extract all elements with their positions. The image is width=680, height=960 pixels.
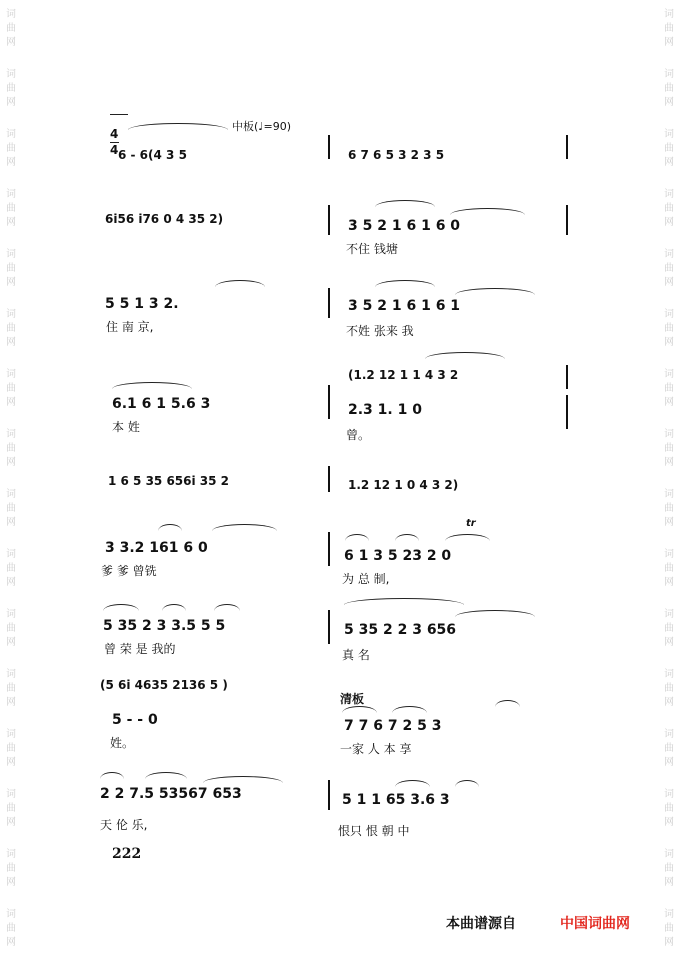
watermark-glyph: 网 [6,637,16,648]
bar-line [328,610,330,644]
watermark-glyph: 网 [664,697,674,708]
watermark-glyph: 词 [664,489,674,500]
row-4-right-lyrics: 曾。 [346,428,371,442]
slur [345,534,369,541]
repeat-mark [110,114,128,115]
slur [212,524,277,531]
watermark-glyph: 曲 [664,23,674,34]
watermark-glyph: 曲 [664,923,674,934]
bar-line [566,135,568,159]
watermark-glyph: 曲 [664,743,674,754]
slur [112,382,192,389]
watermark-glyph: 网 [664,817,674,828]
watermark-glyph: 曲 [6,203,16,214]
watermark-glyph: 词 [664,729,674,740]
watermark-glyph: 网 [664,577,674,588]
watermark-glyph: 网 [6,937,16,948]
watermark-glyph: 词 [6,249,16,260]
row-1-left-notes: 6 - 6(4 3 5 [118,148,187,162]
row-6-right-lyrics: 为 总 制, [342,572,390,586]
row-9-left-notes: 5 - - 0 [112,712,158,728]
watermark-glyph: 网 [6,697,16,708]
slur [445,534,490,541]
row-2-right-notes: 3 5 2 1 6 1 6 0 [348,218,461,234]
watermark-glyph: 网 [6,157,16,168]
watermark-glyph: 网 [664,97,674,108]
row-2-right-lyrics: 不住 钱塘 [346,242,398,256]
slur [375,280,435,287]
watermark-glyph: 曲 [6,623,16,634]
watermark-glyph: 曲 [664,263,674,274]
watermark-glyph: 网 [6,397,16,408]
watermark-glyph: 词 [6,429,16,440]
bar-line [328,135,330,159]
watermark-glyph: 词 [664,429,674,440]
watermark-glyph: 曲 [6,383,16,394]
watermark-glyph: 词 [664,9,674,20]
watermark-glyph: 词 [664,909,674,920]
watermark-glyph: 曲 [6,83,16,94]
slur [455,610,535,617]
watermark-glyph: 词 [6,189,16,200]
slur [450,208,525,215]
slur [100,772,124,779]
watermark-glyph: 网 [6,817,16,828]
watermark-glyph: 词 [6,549,16,560]
watermark-glyph: 网 [6,757,16,768]
watermark-glyph: 曲 [6,503,16,514]
watermark-glyph: 网 [664,877,674,888]
watermark-glyph: 曲 [6,923,16,934]
watermark-glyph: 词 [6,669,16,680]
row-10-right-lyrics: 恨只 恨 朝 中 [338,824,410,838]
watermark-glyph: 曲 [664,623,674,634]
watermark-glyph: 词 [6,489,16,500]
watermark-glyph: 网 [6,877,16,888]
watermark-glyph: 网 [6,577,16,588]
watermark-glyph: 词 [664,549,674,560]
slur [395,780,430,787]
slur [495,700,520,707]
watermark-glyph: 词 [6,849,16,860]
watermark-glyph: 曲 [6,743,16,754]
row-7-left-notes: 5 35 2 3 3.5 5 5 [103,618,226,634]
watermark-glyph: 网 [664,337,674,348]
row-4-left-lyrics: 本 姓 [112,420,140,434]
opening-slur [128,123,228,130]
row-5-left-notes: 1 6 5 35 656i 35 2 [108,474,230,488]
watermark-glyph: 网 [664,937,674,948]
tempo-marking: 中板(♩=90) [232,120,291,133]
watermark-glyph: 词 [6,729,16,740]
watermark-glyph: 曲 [6,263,16,274]
watermark-glyph: 网 [664,757,674,768]
slur [214,604,240,611]
watermark-glyph: 网 [664,397,674,408]
watermark-glyph: 网 [6,277,16,288]
watermark-glyph: 网 [664,217,674,228]
watermark-glyph: 网 [664,37,674,48]
watermark-glyph: 曲 [664,203,674,214]
watermark-glyph: 曲 [664,863,674,874]
row-4-left-notes: 6.1 6 1 5.6 3 [112,396,211,412]
row-10-right-notes: 5 1 1 65 3.6 3 [342,792,450,808]
watermark-glyph: 曲 [6,563,16,574]
watermark-right [662,0,676,960]
watermark-glyph: 曲 [6,323,16,334]
row-3-left-notes: 5 5 1 3 2. [105,296,179,312]
slur [103,604,139,611]
slur [158,524,182,531]
row-3-right-lyrics: 不姓 张来 我 [346,324,414,338]
watermark-glyph: 网 [664,517,674,528]
row-9-right-notes: 7 7 6 7 2 5 3 [344,718,442,734]
watermark-glyph: 词 [664,669,674,680]
watermark-glyph: 词 [6,609,16,620]
bar-line [328,205,330,235]
watermark-glyph: 词 [664,129,674,140]
footer-source-label: 本曲谱源自 [446,916,516,932]
bar-line [328,288,330,318]
row-10-left-lyrics: 天 伦 乐, [100,818,148,832]
slur [162,604,186,611]
watermark-glyph: 词 [664,849,674,860]
footer-site-name[interactable]: 中国词曲网 [560,916,630,932]
row-7-left-lyrics: 曾 荣 是 我的 [104,642,176,656]
slur [203,776,283,783]
watermark-glyph: 词 [6,909,16,920]
slur [455,288,535,295]
watermark-glyph: 曲 [664,383,674,394]
row-8-left-notes: (5 6i 4635 2136 5 ) [100,678,228,692]
trill-mark: tr [466,518,476,529]
time-signature-top: 4 [110,127,119,141]
slur [375,200,435,207]
slur [344,598,464,605]
watermark-glyph: 网 [664,157,674,168]
watermark-glyph: 网 [6,37,16,48]
watermark-glyph: 词 [6,69,16,80]
row-6-right-notes: 6 1 3 5 23 2 0 [344,548,452,564]
watermark-glyph: 网 [6,337,16,348]
slur [425,352,505,359]
row-7-right-lyrics: 真 名 [342,648,370,662]
row-6-left-notes: 3 3.2 161 6 0 [105,540,208,556]
watermark-glyph: 曲 [6,863,16,874]
bar-line [328,385,330,419]
watermark-glyph: 词 [6,309,16,320]
row-4-right-upper: (1.2 12 1 1 4 3 2 [348,368,459,382]
watermark-glyph: 曲 [664,443,674,454]
watermark-glyph: 词 [664,249,674,260]
slur [215,280,265,287]
row-1-right-notes: 6 7 6 5 3 2 3 5 [348,148,445,162]
qingban-label: 清板 [340,692,365,706]
watermark-glyph: 网 [6,97,16,108]
row-3-right-notes: 3 5 2 1 6 1 6 1 [348,298,461,314]
watermark-glyph: 词 [6,369,16,380]
watermark-glyph: 词 [664,369,674,380]
time-signature-bottom: 4 [110,143,119,157]
slur [342,706,377,713]
row-6-left-lyrics: 爹 爹 曾铣 [101,564,157,578]
page-number: 222 [112,846,142,862]
watermark-glyph: 曲 [6,803,16,814]
slur [455,780,479,787]
slur [392,706,427,713]
watermark-glyph: 网 [664,457,674,468]
row-3-left-lyrics: 住 南 京, [106,320,154,334]
watermark-glyph: 曲 [6,23,16,34]
slur [395,534,419,541]
watermark-glyph: 曲 [6,143,16,154]
watermark-left [4,0,18,960]
row-7-right-notes: 5 35 2 2 3 656 [344,622,457,638]
watermark-glyph: 曲 [664,563,674,574]
watermark-glyph: 词 [6,129,16,140]
watermark-glyph: 曲 [664,503,674,514]
watermark-glyph: 词 [664,789,674,800]
row-4-right-notes: 2.3 1. 1 0 [348,402,422,418]
watermark-glyph: 网 [6,457,16,468]
bar-line [566,205,568,235]
watermark-glyph: 曲 [664,143,674,154]
watermark-glyph: 网 [6,517,16,528]
watermark-glyph: 网 [664,277,674,288]
row-5-right-notes: 1.2 12 1 0 4 3 2) [348,478,459,492]
watermark-glyph: 词 [664,309,674,320]
watermark-glyph: 曲 [664,83,674,94]
row-9-left-lyrics: 姓。 [110,736,135,750]
watermark-glyph: 曲 [664,803,674,814]
bar-line [328,532,330,566]
bar-line [566,365,568,389]
watermark-glyph: 曲 [6,443,16,454]
watermark-glyph: 曲 [664,683,674,694]
watermark-glyph: 词 [6,9,16,20]
bar-line [328,780,330,810]
bar-line [328,466,330,492]
watermark-glyph: 词 [664,609,674,620]
watermark-glyph: 词 [664,189,674,200]
row-2-left-notes: 6i56 i76 0 4 35 2) [105,212,224,226]
watermark-glyph: 曲 [664,323,674,334]
watermark-glyph: 网 [6,217,16,228]
bar-line [566,395,568,429]
watermark-glyph: 曲 [6,683,16,694]
watermark-glyph: 词 [664,69,674,80]
slur [145,772,187,779]
row-9-right-lyrics: 一家 人 本 享 [340,742,412,756]
watermark-glyph: 词 [6,789,16,800]
row-10-left-notes: 2 2 7.5 53567 653 [100,786,242,802]
watermark-glyph: 网 [664,637,674,648]
